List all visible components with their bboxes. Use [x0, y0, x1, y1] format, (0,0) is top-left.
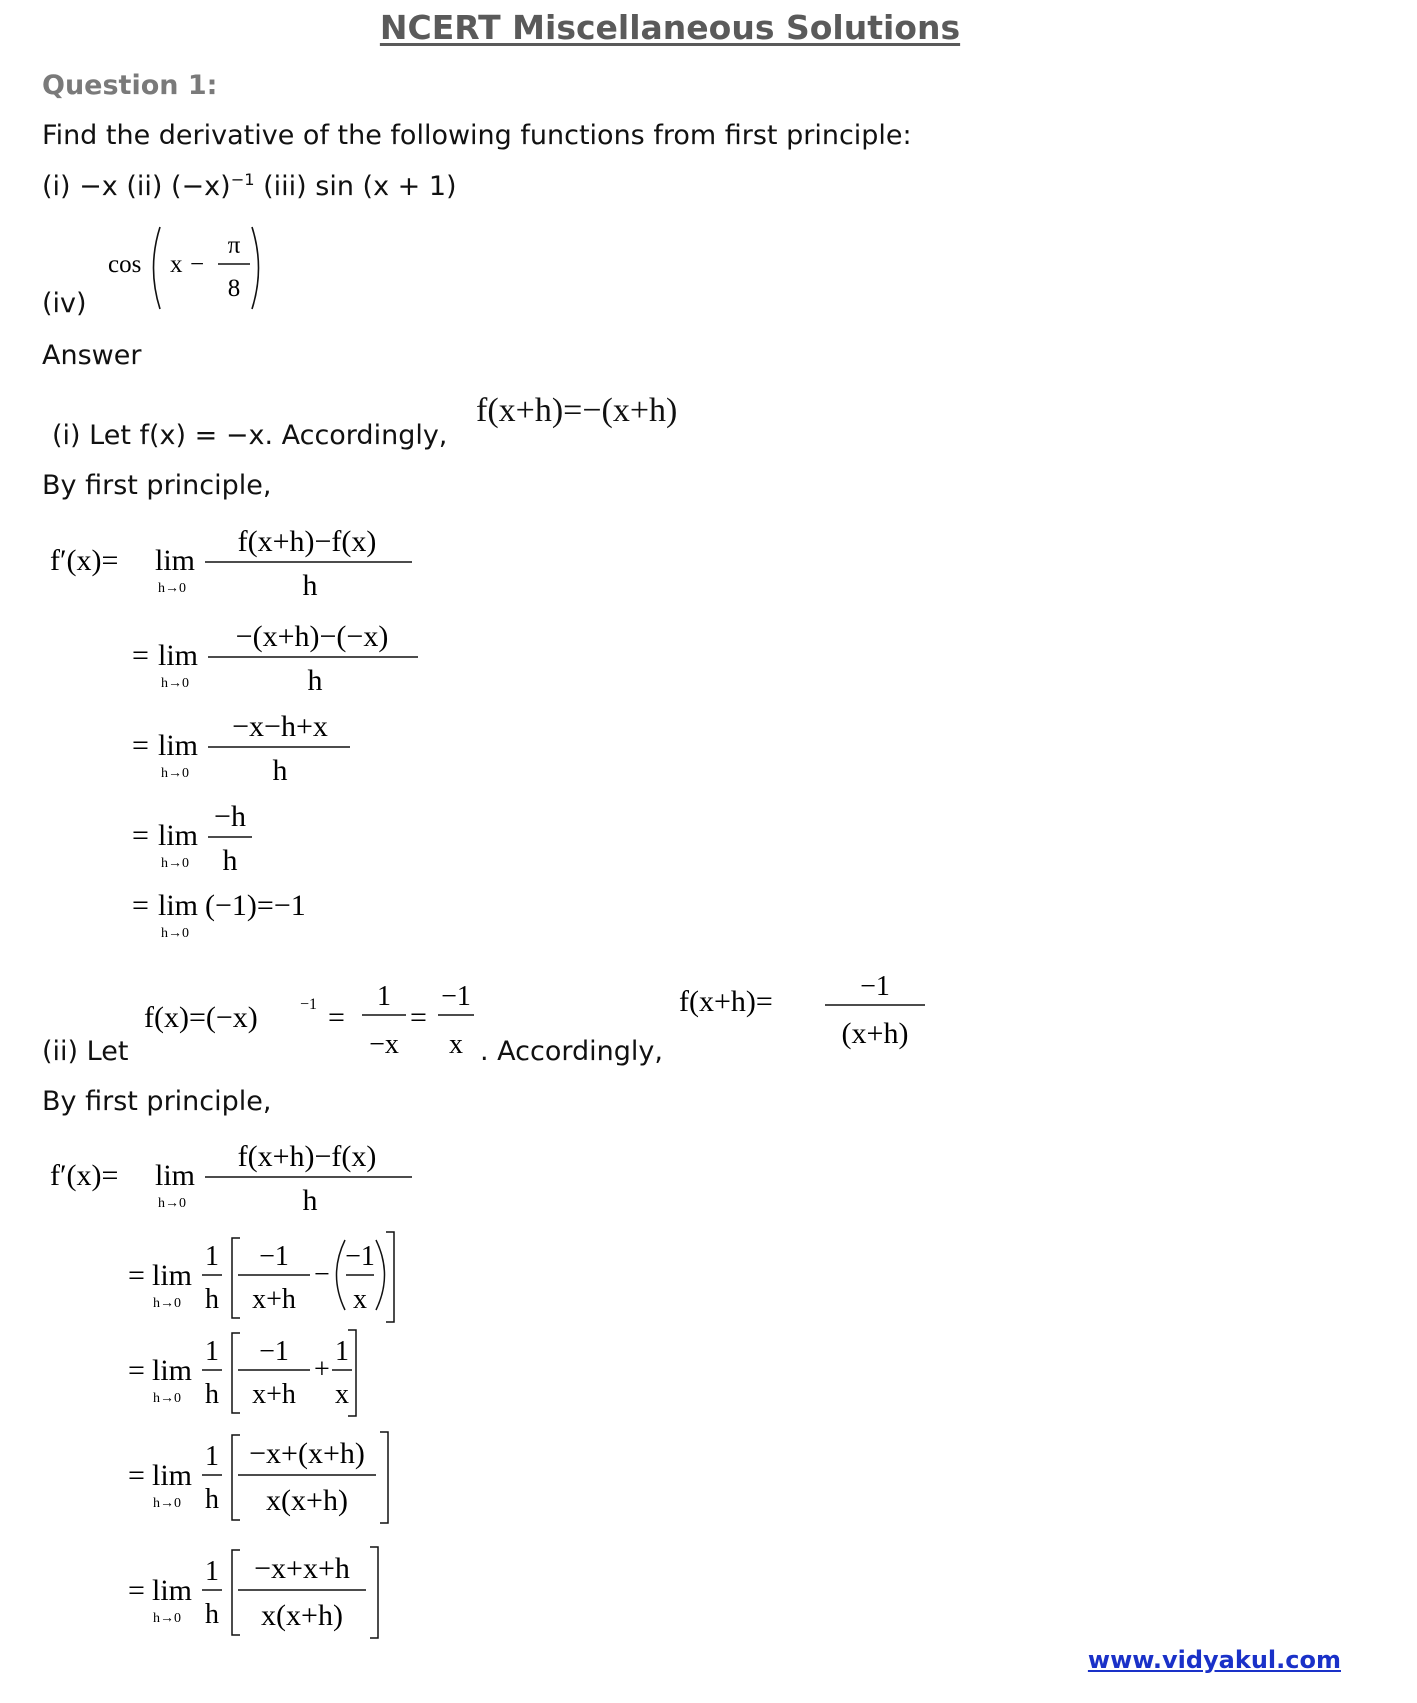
def-frac1-den: −x [369, 1029, 399, 1060]
parts-exponent: −1 [230, 170, 255, 189]
step-lhs: = [128, 1259, 145, 1292]
step-numerator: −x+x+h [254, 1552, 350, 1585]
step-denominator: h [302, 569, 318, 602]
part-i-intro: (i) Let f(x) = −x. Accordingly, [52, 420, 448, 451]
step-lhs: f′(x)= [50, 1159, 119, 1192]
lim-label: lim [155, 1159, 196, 1192]
part-ii-step-3 [128, 1330, 356, 1416]
cos-label: cos [108, 251, 142, 278]
lim-label: lim [152, 1354, 193, 1387]
lim-label: lim [158, 889, 199, 922]
lim-subscript: h→0 [161, 766, 189, 781]
eight-denominator: 8 [227, 275, 241, 302]
b-num: 1 [335, 1336, 349, 1367]
step-lhs: = [132, 729, 149, 762]
lim-label: lim [158, 729, 199, 762]
part-ii-accordingly: . Accordingly, [480, 1036, 663, 1067]
step-lhs: = [132, 889, 149, 922]
prefix-den: h [205, 1379, 219, 1410]
website-link[interactable]: www.vidyakul.com [1087, 1646, 1341, 1674]
question-parts [42, 170, 457, 202]
step-denominator: x(x+h) [261, 1599, 343, 1632]
step-lhs: = [132, 819, 149, 852]
part-ii-step-1 [50, 1140, 412, 1217]
step-denominator: h [307, 664, 323, 697]
b-num: −1 [345, 1241, 375, 1272]
step-numerator: f(x+h)−f(x) [237, 1140, 377, 1173]
part-ii-derivation [40, 1130, 480, 1665]
def-exponent: −1 [300, 996, 318, 1013]
lim-subscript: h→0 [158, 581, 186, 596]
prefix-den: h [205, 1484, 219, 1515]
step-lhs: = [128, 1459, 145, 1492]
parts-suffix: (iii) sin (x + 1) [254, 171, 457, 202]
def-frac2-den: x [449, 1029, 463, 1060]
part-i-final [132, 889, 306, 941]
part-iv-label: (iv) [42, 288, 87, 319]
step-lhs: f′(x)= [50, 544, 119, 577]
fxh-lhs: f(x+h)= [679, 985, 773, 1018]
lim-label: lim [152, 1259, 193, 1292]
part-ii-definition [140, 975, 480, 1065]
step-denominator: h [302, 1184, 318, 1217]
lim-subscript: h→0 [153, 1496, 181, 1511]
part-i-derivation [40, 515, 480, 955]
def-eq-2: = [410, 1001, 427, 1034]
prefix-num: 1 [205, 1441, 219, 1472]
step-denominator: h [272, 754, 288, 787]
lim-subscript: h→0 [153, 1296, 181, 1311]
part-i-step-3 [132, 710, 350, 787]
x-var: x [170, 251, 183, 278]
part-i-intro-expr: f(x+h)=−(x+h) [476, 392, 678, 429]
lim-label: lim [152, 1574, 193, 1607]
op-sign: − [314, 1259, 330, 1290]
step-lhs: = [128, 1354, 145, 1387]
lim-label: lim [158, 639, 199, 672]
b-den: x [335, 1379, 349, 1410]
lim-subscript: h→0 [161, 856, 189, 871]
step-numerator: −x+(x+h) [249, 1437, 365, 1470]
part-ii-principle: By first principle, [42, 1086, 272, 1117]
part-i-principle: By first principle, [42, 470, 272, 501]
prefix-den: h [205, 1284, 219, 1315]
b-den: x [353, 1284, 367, 1315]
a-num: −1 [259, 1241, 289, 1272]
fxh-num: −1 [860, 971, 890, 1002]
step-numerator: −h [214, 800, 246, 833]
part-ii-let: (ii) Let [42, 1036, 129, 1067]
part-i-step-2 [132, 620, 418, 697]
question-statement: Find the derivative of the following functions from first principle: [42, 120, 912, 151]
step-numerator: f(x+h)−f(x) [237, 525, 377, 558]
step-denominator: h [222, 844, 238, 877]
part-i-step-1 [50, 525, 412, 602]
part-i-step-4 [132, 800, 252, 877]
parts-prefix: (i) −x (ii) (−x) [42, 171, 231, 202]
fxh-den: (x+h) [841, 1017, 909, 1050]
def-lhs: f(x)=(−x) [144, 1001, 258, 1034]
step-numerator: −(x+h)−(−x) [235, 620, 389, 653]
lim-label: lim [152, 1459, 193, 1492]
lim-label: lim [158, 819, 199, 852]
lim-label: lim [155, 544, 196, 577]
pi-numerator: π [227, 232, 241, 259]
step-numerator: −x−h+x [232, 710, 328, 743]
part-ii-fxh [675, 965, 945, 1055]
lim-subscript: h→0 [161, 926, 189, 941]
page-title: NCERT Miscellaneous Solutions [379, 8, 961, 47]
step-lhs: = [128, 1574, 145, 1607]
part-ii-step-2 [128, 1232, 394, 1322]
lim-subscript: h→0 [158, 1196, 186, 1211]
step-lhs: = [132, 639, 149, 672]
lim-subscript: h→0 [153, 1391, 181, 1406]
a-den: x+h [252, 1379, 296, 1410]
def-eq-1: = [328, 1001, 345, 1034]
question-label: Question 1: [42, 70, 218, 101]
a-den: x+h [252, 1284, 296, 1315]
prefix-num: 1 [205, 1241, 219, 1272]
lim-subscript: h→0 [153, 1611, 181, 1626]
answer-label: Answer [42, 340, 142, 371]
minus-sign: − [190, 251, 205, 278]
prefix-den: h [205, 1599, 219, 1630]
prefix-num: 1 [205, 1556, 219, 1587]
part-ii-step-4 [128, 1432, 388, 1523]
part-ii-step-5 [128, 1547, 378, 1638]
def-frac2-num: −1 [441, 981, 471, 1012]
lim-subscript: h→0 [161, 676, 189, 691]
a-num: −1 [259, 1336, 289, 1367]
prefix-num: 1 [205, 1336, 219, 1367]
op-sign: + [314, 1354, 330, 1385]
part-iv-expression [100, 222, 275, 314]
step-denominator: x(x+h) [266, 1484, 348, 1517]
final-result: (−1)=−1 [205, 889, 306, 922]
def-frac1-num: 1 [377, 981, 391, 1012]
